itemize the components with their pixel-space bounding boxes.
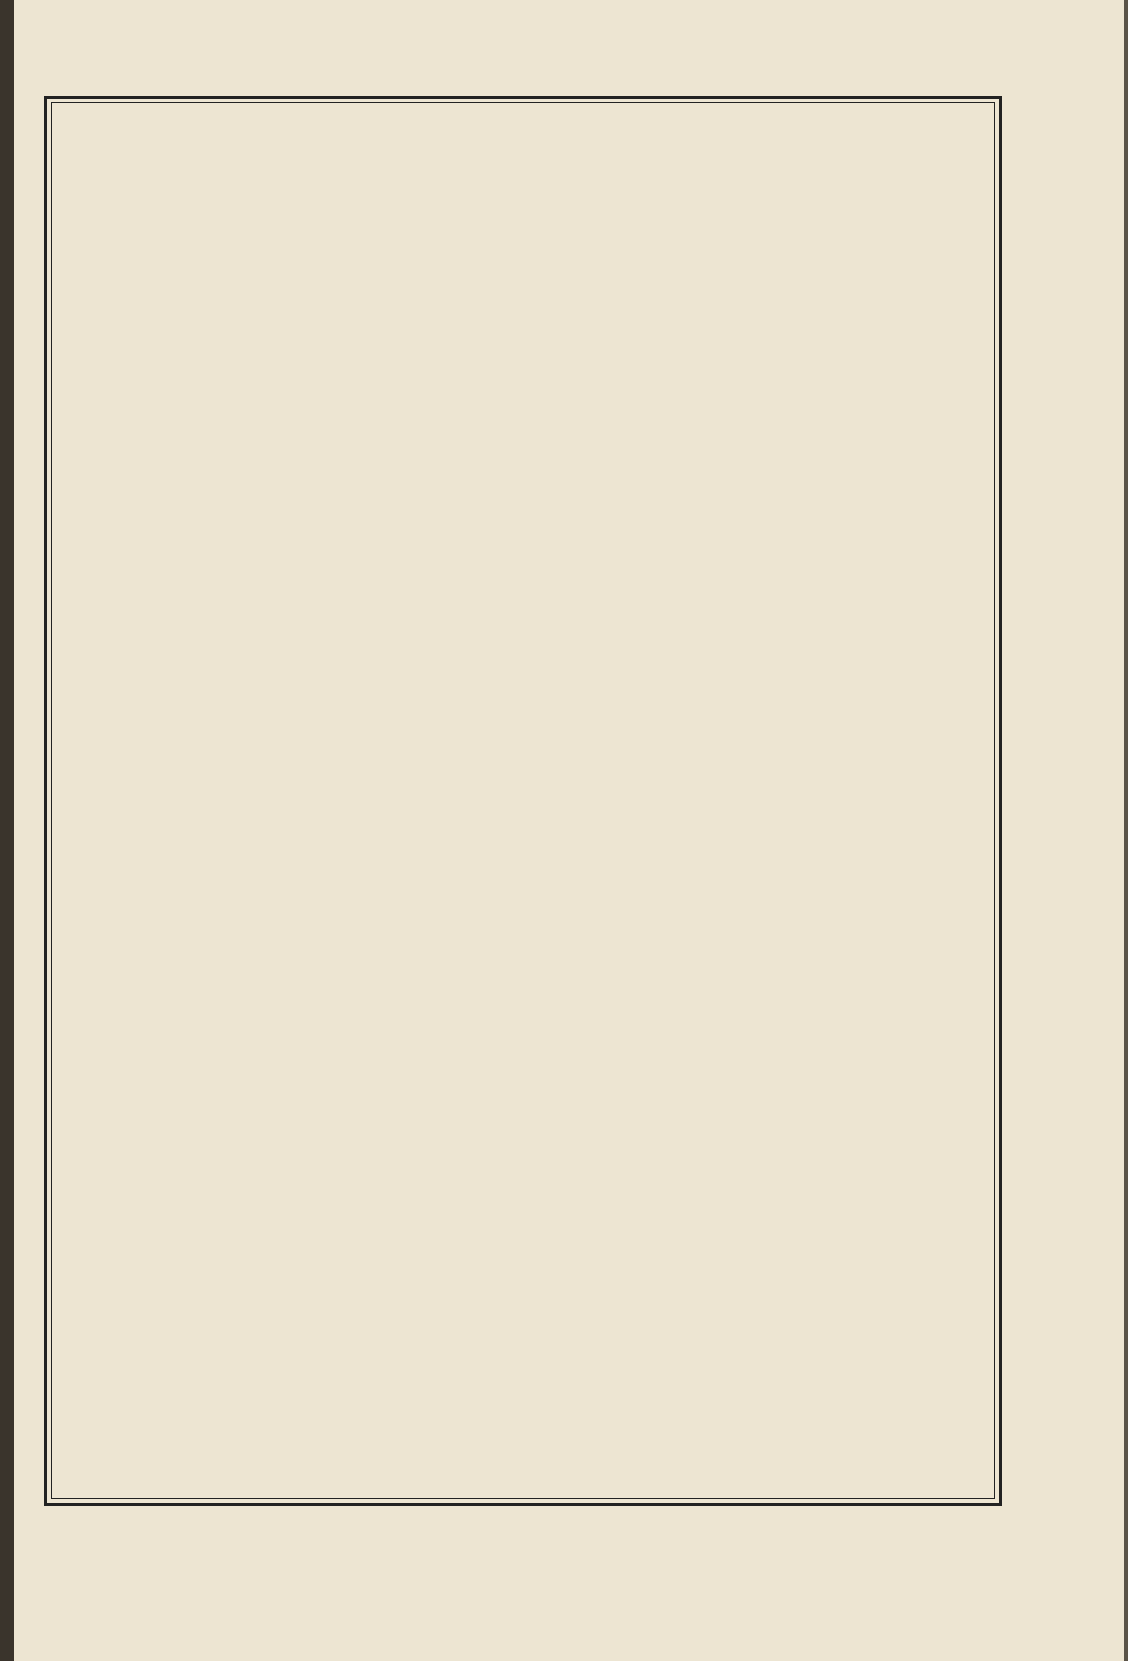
table-frame [44, 96, 1002, 1506]
book-spine [0, 0, 14, 1661]
